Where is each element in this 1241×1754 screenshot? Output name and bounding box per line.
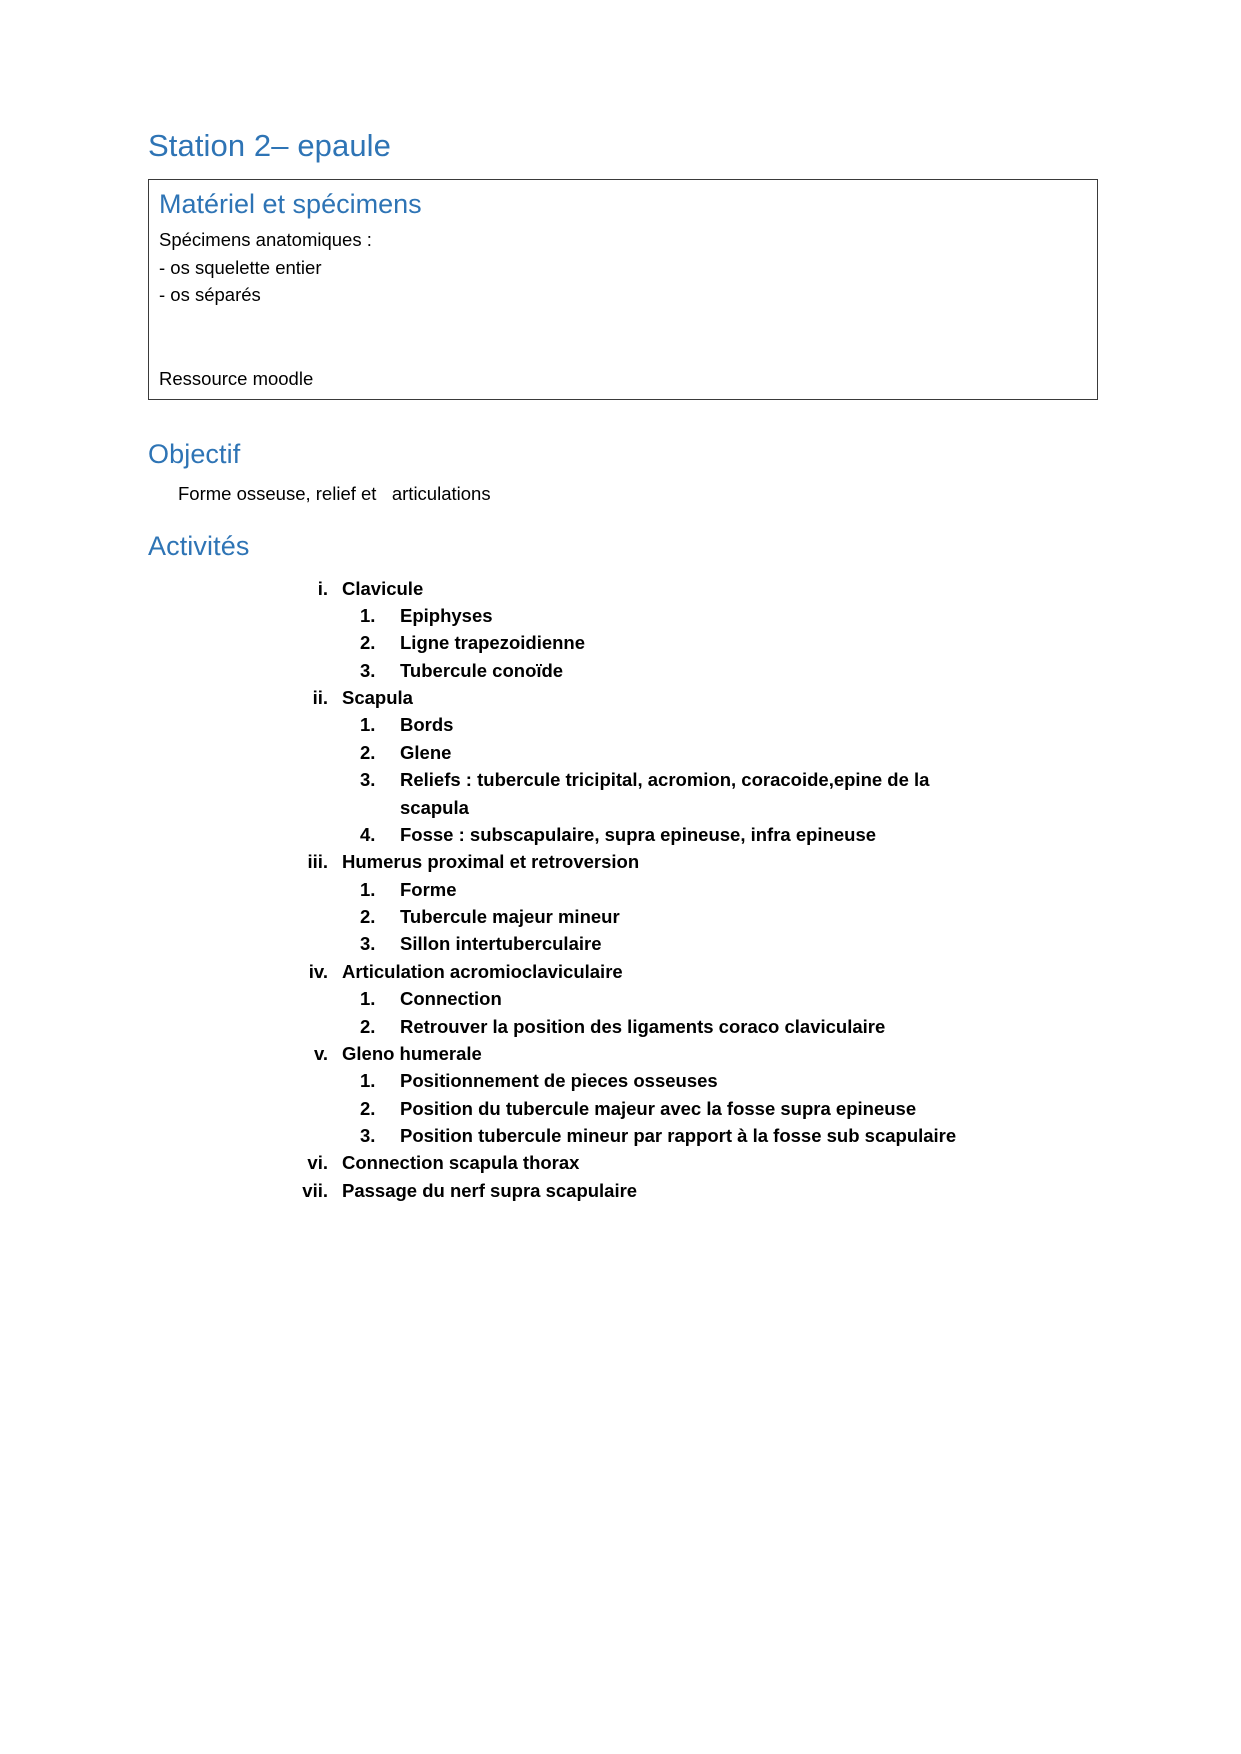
- objectif-section: [148, 438, 1098, 508]
- list-item-label: Tubercule conoïde: [400, 659, 564, 681]
- objectif-text: Forme osseuse, relief et articulations: [178, 483, 491, 505]
- list-item-label: Bords: [400, 714, 454, 736]
- list-marker: v.: [313, 1042, 328, 1064]
- list-marker: iv.: [308, 960, 328, 982]
- page-title: Station 2– epaule: [148, 128, 392, 163]
- list-item-label: Position du tubercule majeur avec la fosse supra epineuse: [400, 1097, 917, 1119]
- list-marker: 1.: [360, 878, 376, 900]
- material-line: - os squelette entier: [159, 256, 322, 278]
- list-marker: 2.: [360, 1015, 376, 1037]
- list-marker: 2.: [360, 1097, 376, 1119]
- list-item-label: Gleno humerale: [342, 1042, 482, 1064]
- material-line: Spécimens anatomiques :: [159, 228, 372, 250]
- list-item: [360, 985, 1098, 1012]
- list-item: [360, 930, 1098, 957]
- material-box-footer: Ressource moodle: [159, 368, 314, 390]
- list-marker: 2.: [360, 632, 376, 654]
- list-item: [360, 1122, 1098, 1149]
- material-line: - os séparés: [159, 284, 261, 306]
- list-item-label: Connection: [400, 988, 502, 1010]
- list-item-label: Forme: [400, 878, 457, 900]
- list-item: [360, 1013, 1098, 1040]
- objectif-heading: Objectif: [148, 438, 241, 469]
- list-item-label: Epiphyses: [400, 604, 493, 626]
- list-item: [296, 684, 1098, 711]
- list-item-label: Scapula: [342, 687, 413, 708]
- list-item: [360, 766, 1098, 821]
- list-item-label: Clavicule: [342, 577, 424, 599]
- list-item: [360, 711, 1098, 738]
- list-item-label: Position tubercule mineur par rapport à la fosse sub scapulaire: [400, 1125, 957, 1146]
- material-box-heading: Matériel et spécimens: [159, 188, 422, 219]
- list-item: [360, 821, 1098, 848]
- list-marker: 3.: [360, 933, 376, 955]
- list-item: [360, 629, 1098, 656]
- activites-list: [148, 575, 1098, 1205]
- list-marker: vi.: [307, 1152, 328, 1174]
- list-marker: 3.: [360, 659, 376, 681]
- list-marker: i.: [317, 577, 328, 599]
- list-item-label: Sillon intertuberculaire: [400, 933, 602, 955]
- list-marker: 2.: [360, 741, 376, 763]
- list-marker: 1.: [360, 604, 376, 626]
- list-item-label: Glene: [400, 741, 452, 763]
- material-box-spacer: [159, 309, 1087, 365]
- list-item: [296, 1149, 1098, 1176]
- list-item-label: Retrouver la position des ligaments coraco claviculaire: [400, 1015, 886, 1037]
- list-item-label: Passage du nerf supra scapulaire: [342, 1179, 638, 1201]
- list-item-label: Articulation acromioclaviculaire: [342, 960, 623, 982]
- list-item: [296, 958, 1098, 985]
- list-item: [360, 903, 1098, 930]
- material-box-inner: [149, 188, 1097, 399]
- list-marker: ii.: [312, 687, 328, 708]
- list-marker: 3.: [360, 769, 376, 791]
- list-item: [296, 1177, 1098, 1204]
- list-item-label: Ligne trapezoidienne: [400, 632, 586, 654]
- list-item: [360, 1095, 1098, 1122]
- list-marker: 1.: [360, 988, 376, 1010]
- list-item: [360, 739, 1098, 766]
- list-item: [360, 1067, 1098, 1094]
- list-item: [360, 876, 1098, 903]
- activites-heading: Activités: [148, 531, 250, 562]
- list-marker: 4.: [360, 823, 376, 845]
- list-item-label: Positionnement de pieces osseuses: [400, 1070, 718, 1092]
- list-marker: 1.: [360, 714, 376, 736]
- list-marker: 1.: [360, 1070, 376, 1092]
- list-item-label: Connection scapula thorax: [342, 1152, 580, 1174]
- list-marker: vii.: [302, 1179, 328, 1201]
- list-marker: 2.: [360, 906, 376, 927]
- list-item-label: Humerus proximal et retroversion: [342, 851, 640, 873]
- material-specimens-box: [148, 179, 1098, 400]
- activites-section: [148, 530, 1098, 1204]
- list-item: [360, 602, 1098, 629]
- list-item-label: Reliefs : tubercule tricipital, acromion, coracoide,epine de la scapula: [400, 769, 930, 818]
- list-item: [296, 848, 1098, 875]
- list-item: [360, 657, 1098, 684]
- list-marker: iii.: [307, 851, 328, 873]
- page-content: [148, 128, 1098, 1204]
- list-item: [296, 575, 1098, 602]
- list-item-label: Tubercule majeur mineur: [400, 906, 620, 927]
- list-item: [296, 1040, 1098, 1067]
- list-item-label: Fosse : subscapulaire, supra epineuse, infra epineuse: [400, 823, 877, 845]
- list-marker: 3.: [360, 1125, 376, 1146]
